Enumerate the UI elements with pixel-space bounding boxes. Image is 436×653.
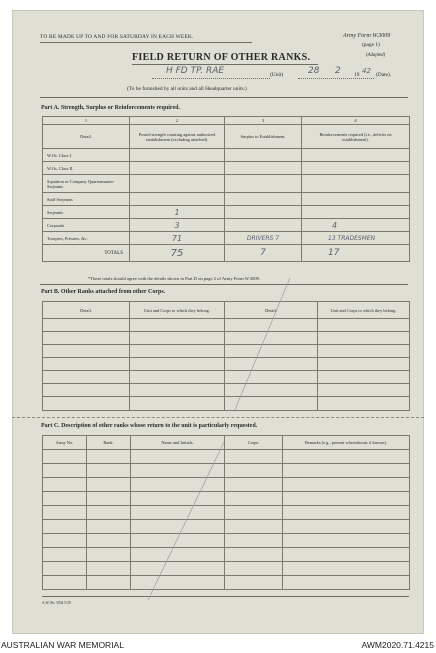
date-label: (Date). (376, 72, 392, 78)
total-surplus: 7 (225, 245, 302, 262)
part-c-header-remarks: Remarks (e.g., present whereabouts if known). (283, 436, 410, 450)
row-detail: Troopers, Privates, &c. (43, 232, 130, 245)
total-posted: 75 (130, 245, 225, 262)
form-id: Army Form W.3009 (343, 33, 391, 39)
col-header-posted: Posted strength counting against authorized establishment (excluding attached). (130, 125, 225, 149)
col-num-3: 3 (225, 117, 302, 125)
part-b-header-unit: Unit and Corps to which they belong. (130, 302, 225, 319)
row-surplus: DRIVERS 7 (225, 232, 302, 245)
part-c-header-rank: Rank. (87, 436, 131, 450)
part-b-heading: Part B. Other Ranks attached from other Corps. (41, 289, 166, 295)
row-reinf: 4 (302, 219, 410, 232)
row-detail: W.Os. Class II. (43, 162, 130, 175)
col-header-reinf: Reinforcements required (i.e., deficits on establishment). (302, 125, 410, 149)
adapted-label: (Adapted) (366, 53, 386, 58)
part-c-heading: Part C. Description of other ranks whose return to the unit is particularly requested. (41, 423, 258, 429)
row-detail: Staff Serjeants (43, 193, 130, 206)
part-c-header-corps: Corps. (225, 436, 283, 450)
part-b-header-detail: Detail. (43, 302, 130, 319)
part-a-footnote: *These totals should agree with the details shown in Part D on page 2 of Army Form W.3009. (88, 276, 261, 281)
part-b-header-unit-2: Unit and Corps to which they belong. (318, 302, 410, 319)
pencil-strike-lines (12, 10, 424, 634)
part-b-header-detail-2: Detail. (225, 302, 318, 319)
footer-institution: AUSTRALIAN WAR MEMORIAL (1, 640, 124, 650)
row-posted: 71 (130, 232, 225, 245)
notice-text: TO BE MADE UP TO AND FOR SATURDAY IN EACH WEEK. (40, 34, 194, 40)
row-detail: W.Os. Class I. (43, 149, 130, 162)
col-header-detail: Detail. (43, 125, 130, 149)
part-c-header-name: Name and Initials. (131, 436, 225, 450)
date-year: 42 (362, 67, 371, 75)
part-a-heading: Part A. Strength, Surplus or Reinforcements required. (41, 105, 180, 111)
date-year-prefix: 19 (354, 72, 360, 78)
col-header-surplus: Surplus to Establishment. (225, 125, 302, 149)
total-reinf: 17 (302, 245, 410, 262)
archive-footer (0, 639, 436, 653)
col-num-2: 2 (130, 117, 225, 125)
row-posted: 3 (130, 219, 225, 232)
footer-accession: AWM2020.71.4215 (361, 640, 434, 650)
date-day: 28 (308, 66, 320, 76)
print-code: A.W. Ptr. 5934 5/39 (42, 601, 71, 605)
unit-label: (Unit) (270, 72, 284, 78)
col-num-4: 4 (302, 117, 410, 125)
strike-line-part-c (148, 442, 224, 600)
form-title: FIELD RETURN OF OTHER RANKS. (132, 52, 311, 63)
instruction-text: (To be furnished by all units and all Headquarter units.) (127, 86, 247, 92)
row-detail: Serjeants (43, 206, 130, 219)
part-c-header-army-no: Army No. (43, 436, 87, 450)
row-reinf: 13 TRADESMEN (302, 232, 410, 245)
row-posted: 1 (130, 206, 225, 219)
page-label: (page 1) (362, 42, 380, 48)
form-sheet (12, 10, 424, 634)
row-detail: Corporals (43, 219, 130, 232)
date-month: 2 (335, 66, 341, 76)
col-num-1: 1 (43, 117, 130, 125)
strike-line-part-b (234, 278, 290, 412)
totals-label: TOTALS (43, 245, 130, 262)
unit-handwritten: H FD TP. RAE (166, 66, 225, 76)
row-detail: Squadron or Company Quartermaster-Serjeants (43, 175, 130, 193)
